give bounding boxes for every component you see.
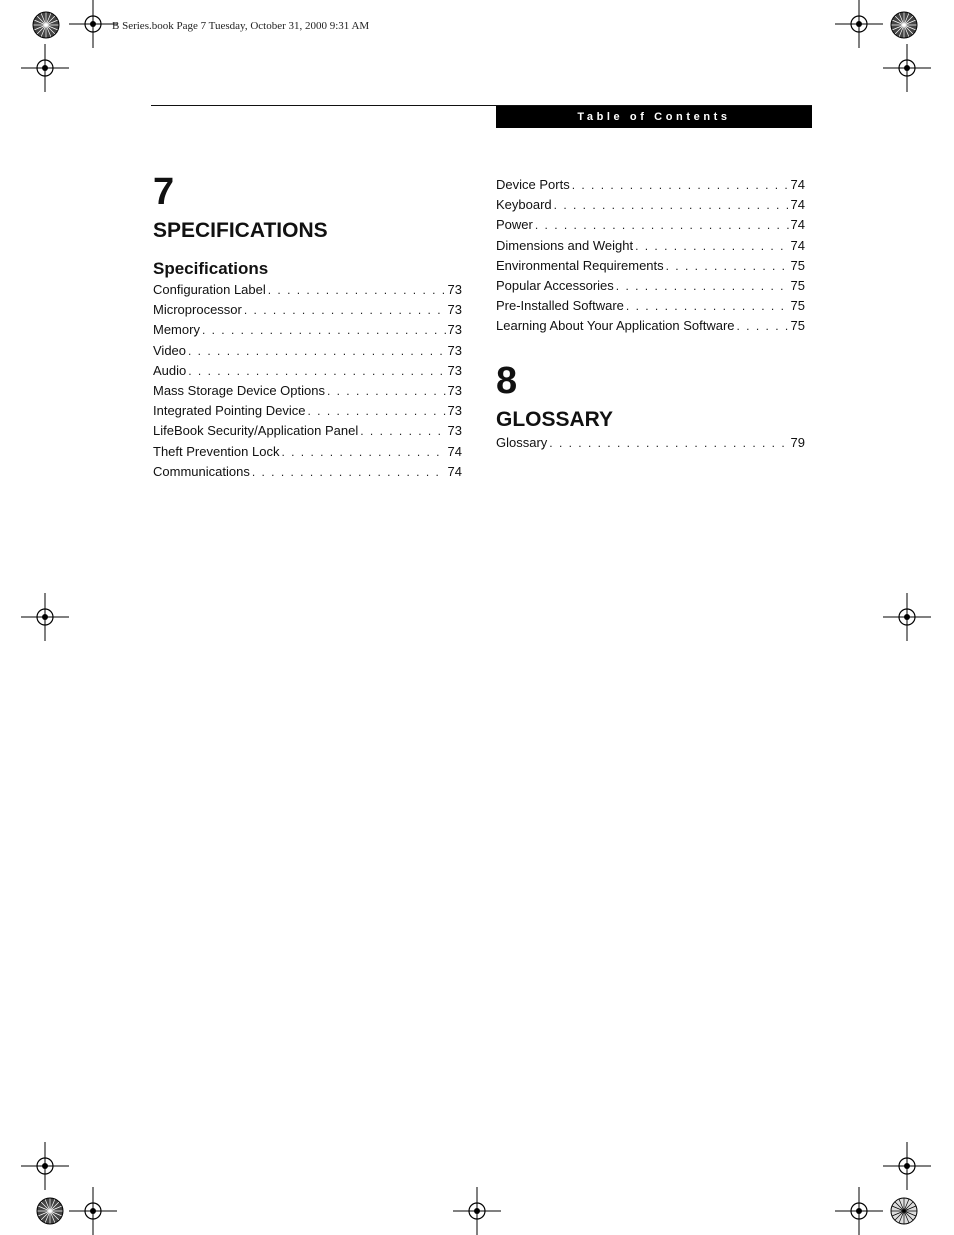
dot-leader [635, 236, 788, 256]
toc-entry-page: 73 [447, 362, 462, 378]
toc-entry[interactable] [153, 442, 462, 462]
dot-leader [626, 296, 789, 316]
running-header [496, 106, 812, 128]
dot-leader [666, 256, 789, 276]
dot-leader [252, 462, 446, 482]
toc-entry[interactable] [153, 421, 462, 441]
toc-entry-page: 73 [447, 382, 462, 398]
dot-leader [244, 300, 446, 320]
toc-entry-page: 74 [447, 463, 462, 479]
registration-mark-icon [835, 1187, 883, 1235]
toc-entry-title: Audio [153, 362, 187, 378]
toc-entry-page: 75 [790, 277, 805, 293]
toc-entry-title: Mass Storage Device Options [153, 382, 325, 398]
chapter-title: SPECIFICATIONS [153, 219, 328, 242]
dot-leader [549, 433, 788, 453]
toc-entry-title: Power [496, 217, 533, 233]
toc-entry-page: 75 [790, 298, 805, 314]
spacer [496, 337, 805, 361]
toc-entry-page: 79 [790, 434, 805, 450]
toc-entry-page: 73 [447, 342, 462, 358]
chapter-number: 8 [496, 359, 518, 402]
toc-entry[interactable] [153, 401, 462, 421]
toc-list-continued [496, 175, 805, 337]
print-slug: B Series.book Page 7 Tuesday, October 31, 2000 9:31 AM [112, 20, 370, 32]
running-header-label: Table of Contents [577, 111, 731, 123]
toc-entry-title: Pre-Installed Software [496, 298, 624, 314]
registration-mark-icon [21, 593, 69, 641]
toc-entry[interactable] [496, 175, 805, 195]
toc-entry-title: Microprocessor [153, 302, 242, 318]
toc-entry-page: 73 [447, 423, 462, 439]
registration-mark-icon [883, 1142, 931, 1190]
toc-entry-title: LifeBook Security/Application Panel [153, 423, 359, 439]
toc-entry-title: Configuration Label [153, 282, 266, 297]
dot-leader [535, 215, 789, 235]
dot-leader [616, 276, 789, 296]
toc-entry-page: 74 [790, 217, 805, 233]
toc-entry-title: Glossary [496, 434, 548, 450]
dot-leader [188, 361, 445, 381]
chapter-number: 7 [153, 171, 175, 213]
dot-leader [737, 316, 789, 336]
registration-mark-icon [883, 593, 931, 641]
toc-entry-title: Theft Prevention Lock [153, 443, 280, 459]
toc-column-right [496, 175, 805, 453]
dot-leader [307, 401, 445, 421]
section-heading: Specifications [153, 259, 269, 278]
toc-entry[interactable] [153, 361, 462, 381]
registration-mark-icon [69, 1187, 117, 1235]
toc-entry[interactable] [496, 236, 805, 256]
toc-entry-title: Communications [153, 463, 250, 479]
toc-entry[interactable] [153, 341, 462, 361]
toc-entry-page: 73 [447, 302, 462, 318]
dot-leader [554, 195, 789, 215]
toc-entry-title: Environmental Requirements [496, 257, 664, 273]
toc-entry[interactable] [496, 195, 805, 215]
toc-entry[interactable] [153, 381, 462, 401]
toc-entry[interactable] [496, 215, 805, 235]
registration-mark-icon [21, 1142, 69, 1190]
toc-entry-title: Dimensions and Weight [496, 237, 634, 253]
chapter-title: GLOSSARY [496, 407, 614, 431]
registration-mark-icon [21, 44, 69, 92]
color-wheel-target-icon [890, 11, 918, 39]
toc-list [153, 280, 462, 482]
dot-leader [327, 381, 446, 401]
toc-entry[interactable] [153, 300, 462, 320]
toc-column-left [153, 172, 462, 482]
toc-entry-title: Learning About Your Application Software [496, 318, 735, 334]
toc-entry[interactable] [153, 462, 462, 482]
dot-leader [268, 280, 446, 300]
dot-leader [360, 421, 445, 441]
toc-entry[interactable] [496, 296, 805, 316]
toc-entry-title: Device Ports [496, 177, 570, 192]
toc-entry-page: 74 [790, 177, 805, 192]
toc-entry-title: Memory [153, 322, 200, 338]
color-wheel-target-icon [32, 11, 60, 39]
dot-leader [281, 442, 445, 462]
dot-leader [202, 320, 446, 340]
toc-entry[interactable] [153, 280, 462, 300]
toc-entry[interactable] [496, 276, 805, 296]
toc-entry-title: Popular Accessories [496, 277, 614, 293]
toc-entry[interactable] [496, 433, 805, 453]
toc-entry-page: 75 [790, 257, 805, 273]
toc-entry[interactable] [496, 256, 805, 276]
toc-entry-page: 75 [790, 318, 805, 334]
toc-entry-title: Keyboard [496, 197, 552, 213]
dot-leader [188, 341, 446, 361]
toc-entry[interactable] [496, 316, 805, 336]
toc-entry-page: 73 [447, 322, 462, 338]
toc-entry-title: Integrated Pointing Device [153, 403, 306, 419]
toc-entry-page: 74 [447, 443, 462, 459]
registration-mark-icon [453, 1187, 501, 1235]
toc-entry-title: Video [153, 342, 187, 358]
registration-mark-icon [835, 0, 883, 48]
dot-leader [572, 175, 789, 195]
toc-entry-page: 73 [447, 282, 462, 297]
toc-entry[interactable] [153, 320, 462, 340]
toc-entry-page: 74 [790, 197, 805, 213]
registration-mark-icon [69, 0, 117, 48]
toc-entry-page: 74 [790, 237, 805, 253]
color-wheel-target-icon [890, 1197, 918, 1225]
registration-mark-icon [883, 44, 931, 92]
color-wheel-target-icon [36, 1197, 64, 1225]
toc-list [496, 433, 805, 453]
toc-entry-page: 73 [447, 403, 462, 419]
